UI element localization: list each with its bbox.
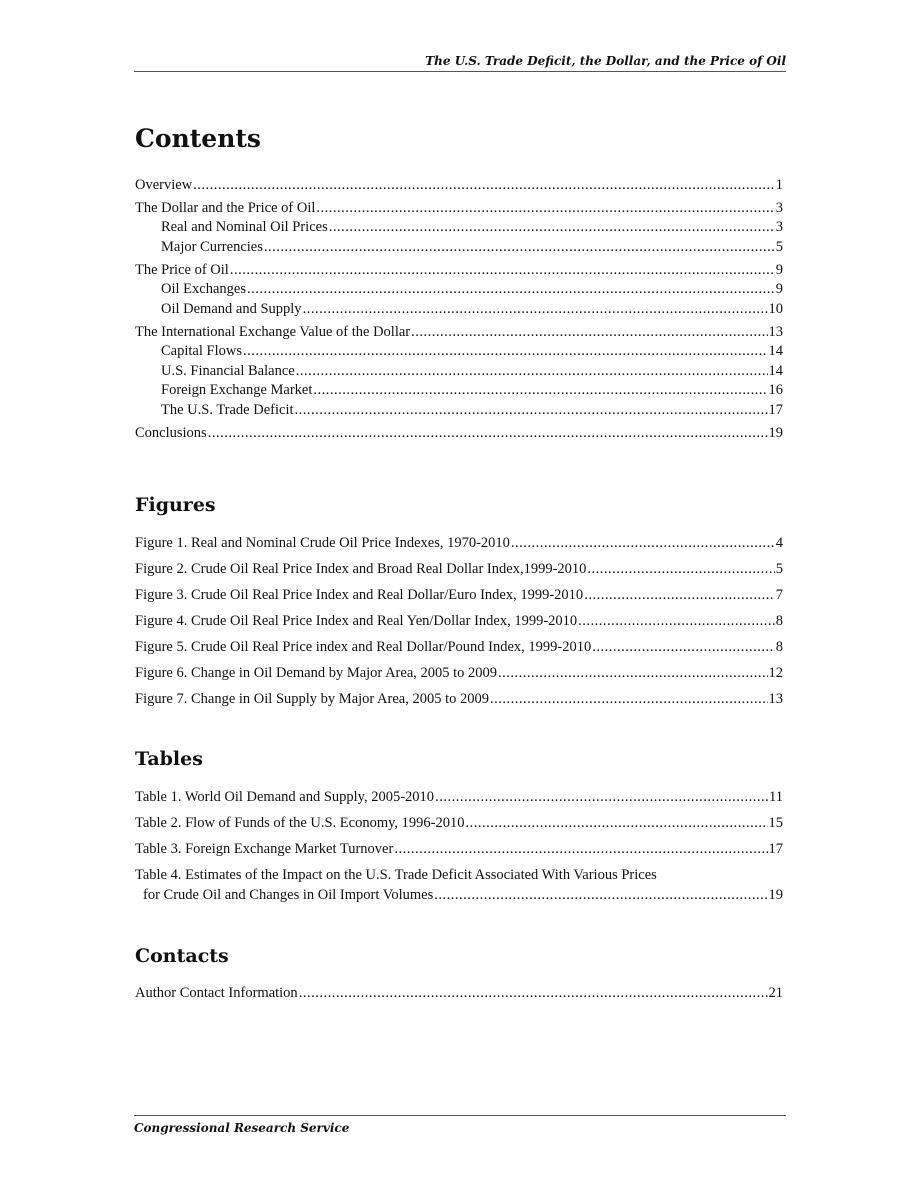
toc-entry-oil-demand-and-supply[interactable] <box>135 300 783 320</box>
dot-leader <box>299 983 768 1003</box>
dot-leader <box>411 322 767 342</box>
toc-entry-label: The International Exchange Value of the Dollar <box>135 324 411 340</box>
dot-leader <box>247 280 775 300</box>
toc-entry-oil-exchanges[interactable] <box>135 280 783 300</box>
table-entry-4[interactable] <box>135 865 783 905</box>
figure-entry-1[interactable] <box>135 533 783 553</box>
dot-leader <box>303 300 768 320</box>
dot-leader <box>243 342 768 362</box>
toc-entry-international-exchange-value[interactable] <box>135 322 783 342</box>
tables-heading: Tables <box>135 748 203 770</box>
dot-leader <box>296 362 768 382</box>
figure-entry-3[interactable] <box>135 585 783 605</box>
toc-entry-us-trade-deficit[interactable] <box>135 401 783 421</box>
toc-entry-foreign-exchange-market[interactable] <box>135 381 783 401</box>
dot-leader <box>435 787 768 807</box>
toc-entry-page: 15 <box>768 815 783 831</box>
toc-entry-major-currencies[interactable] <box>135 238 783 258</box>
toc-entry-page: 1 <box>775 177 783 193</box>
dot-leader <box>592 637 774 657</box>
contacts-list <box>135 983 783 1003</box>
toc-entry-label: Table 2. Flow of Funds of the U.S. Economy, 1996-2010 <box>135 815 465 831</box>
dot-leader <box>313 381 767 401</box>
toc-entry-page: 8 <box>775 613 783 629</box>
dot-leader <box>434 885 767 905</box>
toc-entry-label: Figure 2. Crude Oil Real Price Index and Broad Real Dollar Index,1999-2010 <box>135 561 587 577</box>
toc-entry-capital-flows[interactable] <box>135 342 783 362</box>
figure-entry-7[interactable] <box>135 689 783 709</box>
toc-entry-label: Figure 6. Change in Oil Demand by Major Area, 2005 to 2009 <box>135 665 498 681</box>
toc-entry-page: 4 <box>775 535 783 551</box>
toc-entry-page: 14 <box>768 362 783 379</box>
dot-leader <box>466 813 768 833</box>
toc-entry-conclusions[interactable] <box>135 423 783 443</box>
toc-entry-label: Table 3. Foreign Exchange Market Turnover <box>135 841 394 857</box>
toc-entry-label: Foreign Exchange Market <box>161 382 313 398</box>
toc-entry-label: Figure 3. Crude Oil Real Price Index and Real Dollar/Euro Index, 1999-2010 <box>135 587 584 603</box>
toc-entry-dollar-and-price-of-oil[interactable] <box>135 198 783 218</box>
toc-entry-page: 12 <box>768 665 783 681</box>
dot-leader <box>329 218 775 238</box>
toc-entry-page: 19 <box>768 887 783 903</box>
toc-entry-page: 13 <box>768 324 783 340</box>
toc-entry-label: Major Currencies <box>161 238 263 255</box>
toc-entry-real-and-nominal-oil-prices[interactable] <box>135 218 783 238</box>
toc-entry-label: Conclusions <box>135 425 207 441</box>
toc-entry-label: Capital Flows <box>161 343 242 359</box>
toc-entry-label: Figure 4. Crude Oil Real Price Index and Real Yen/Dollar Index, 1999-2010 <box>135 613 578 629</box>
toc-entry-label: The Price of Oil <box>135 262 229 278</box>
figure-entry-2[interactable] <box>135 559 783 579</box>
toc-entry-page: 14 <box>768 343 783 359</box>
dot-leader <box>578 611 775 631</box>
toc-entry-page: 3 <box>775 200 783 216</box>
contact-entry-author[interactable] <box>135 983 783 1003</box>
toc-entry-label: Table 1. World Oil Demand and Supply, 2005-2010 <box>135 789 435 805</box>
dot-leader <box>584 585 775 605</box>
toc-entry-label: Real and Nominal Oil Prices <box>161 219 328 235</box>
toc-entry-label: The U.S. Trade Deficit <box>161 401 294 418</box>
toc-entry-label: for Crude Oil and Changes in Oil Import Volumes <box>143 887 434 903</box>
toc-entry-page: 13 <box>768 691 783 707</box>
toc-entry-us-financial-balance[interactable] <box>135 362 783 382</box>
toc-entry-overview[interactable] <box>135 175 783 195</box>
dot-leader <box>193 175 775 195</box>
toc-entry-page: 9 <box>775 281 783 297</box>
toc-entry-label: Figure 1. Real and Nominal Crude Oil Price Indexes, 1970-2010 <box>135 535 510 551</box>
toc-entry-page: 3 <box>775 219 783 235</box>
toc-entry-price-of-oil[interactable] <box>135 260 783 280</box>
tables-list <box>135 787 783 905</box>
toc-entry-page: 10 <box>768 300 783 317</box>
dot-leader <box>316 198 774 218</box>
toc-entry-page: 19 <box>768 425 783 441</box>
figure-entry-6[interactable] <box>135 663 783 683</box>
table-entry-1[interactable] <box>135 787 783 807</box>
figures-heading: Figures <box>135 494 216 516</box>
dot-leader <box>587 559 774 579</box>
toc-entry-page: 5 <box>775 561 783 577</box>
table-entry-2[interactable] <box>135 813 783 833</box>
running-header: The U.S. Trade Deficit, the Dollar, and the Price of Oil <box>134 54 786 72</box>
toc-entry-page: 8 <box>775 639 783 655</box>
toc-entry-label: Overview <box>135 177 193 193</box>
toc-entry-label: Oil Exchanges <box>161 281 246 297</box>
dot-leader <box>498 663 767 683</box>
toc-entry-page: 17 <box>768 401 783 418</box>
toc-entry-label: Figure 5. Crude Oil Real Price index and Real Dollar/Pound Index, 1999-2010 <box>135 639 592 655</box>
dot-leader <box>230 260 775 280</box>
figure-entry-4[interactable] <box>135 611 783 631</box>
contents-list <box>135 175 783 443</box>
dot-leader <box>264 238 775 258</box>
contents-heading: Contents <box>135 124 262 153</box>
toc-entry-label: The Dollar and the Price of Oil <box>135 200 316 216</box>
table-entry-3[interactable] <box>135 839 783 859</box>
running-footer: Congressional Research Service <box>134 1115 786 1135</box>
toc-entry-page: 21 <box>768 985 783 1001</box>
table-entry-4-line1: Table 4. Estimates of the Impact on the U.S. Trade Deficit Associated With Various Prices <box>135 867 657 883</box>
dot-leader <box>295 401 768 421</box>
toc-entry-label: Author Contact Information <box>135 985 298 1001</box>
toc-entry-label: U.S. Financial Balance <box>161 362 295 379</box>
toc-entry-page: 5 <box>775 238 783 255</box>
dot-leader <box>394 839 767 859</box>
dot-leader <box>490 689 767 709</box>
toc-entry-page: 17 <box>768 841 783 857</box>
toc-entry-page: 16 <box>768 382 783 398</box>
figure-entry-5[interactable] <box>135 637 783 657</box>
contacts-heading: Contacts <box>135 945 229 967</box>
toc-entry-page: 7 <box>775 587 783 603</box>
figures-list <box>135 533 783 715</box>
toc-entry-label: Oil Demand and Supply <box>161 300 302 317</box>
dot-leader <box>208 423 768 443</box>
table-entry-4-line2 <box>135 885 783 905</box>
toc-entry-page: 9 <box>775 262 783 278</box>
toc-entry-page: 11 <box>769 789 783 805</box>
dot-leader <box>511 533 775 553</box>
toc-entry-label: Figure 7. Change in Oil Supply by Major Area, 2005 to 2009 <box>135 691 490 707</box>
